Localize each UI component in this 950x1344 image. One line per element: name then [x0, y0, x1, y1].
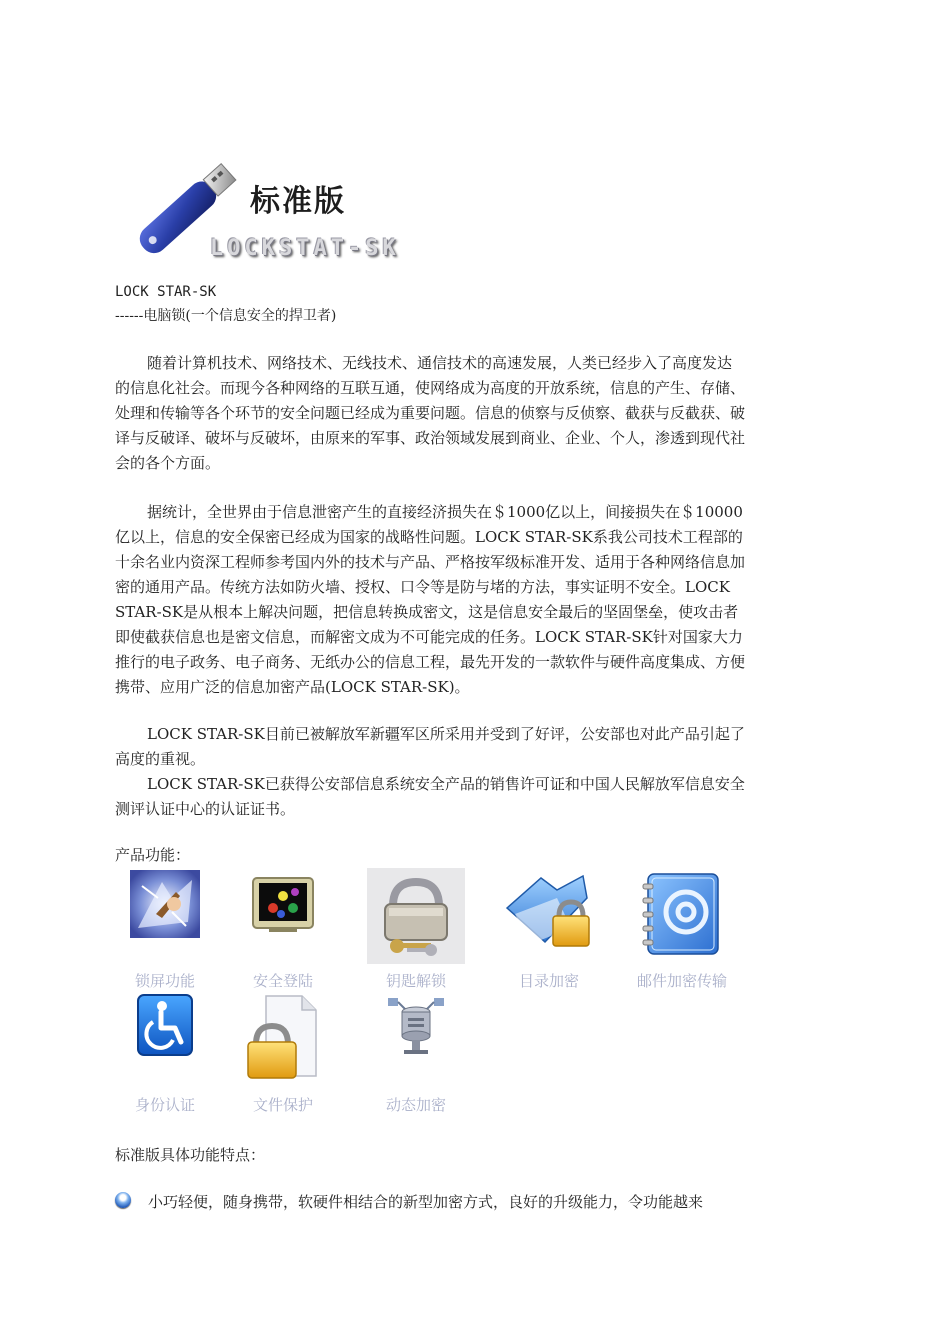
paragraph-text: 随着计算机技术、网络技术、无线技术、通信技术的高速发展，人类已经步入了高度发达的信息化社会。而现今各种网络的互联互通，使网络成为高度的开放系统，信息的产生、存储、处理和传输等各个环节的安全问题已经成为重要问题。信息的侦察与反侦察、截获与反截获、破译与反破译、破坏与反破坏，由原来的军事、政治领域发展到商业、企业、个人，渗透到现代社会的各个方面。 [115, 354, 746, 472]
features-heading: 产品功能： [115, 846, 191, 864]
banner-title: 标准版 [250, 184, 346, 219]
feature-label: 身份认证 [134, 1096, 195, 1114]
accessibility-icon [135, 992, 195, 1060]
feature-directory-encryption [489, 868, 609, 990]
server-icon [384, 992, 448, 1058]
feature-key-unlock [356, 868, 476, 990]
feature-screen-lock [105, 868, 225, 990]
feature-label: 锁屏功能 [134, 972, 195, 990]
product-name: LOCK STAR-SK [115, 284, 217, 300]
intro-paragraph-3 [115, 722, 745, 822]
banner-subtitle: LOCKSTAT-SK [210, 236, 400, 261]
product-tagline: ------电脑锁(一个信息安全的捍卫者) [115, 308, 337, 324]
bullet-text: 小巧轻便，随身携带，软硬件相结合的新型加密方式，良好的升级能力，令功能越来 [148, 1193, 704, 1211]
feature-label: 邮件加密传输 [636, 972, 727, 990]
feature-file-protection [223, 992, 343, 1114]
feature-mail-encryption [622, 868, 742, 990]
paragraph-text: 据统计，全世界由于信息泄密产生的直接经济损失在＄1000亿以上，间接损失在＄10000亿以上，信息的安全保密已经成为国家的战略性问题。LOCK STAR-SK系我公司技术工程部的十余名业内资深工程师参考国内外的技术与产品、严格按军级标准开发、适用于各种网络信息加密的通用产品。传统方法如防火墙、授权、口令等是防与堵的方法，事实证明不安全。LOCK STAR-SK是从根本上解决问题，把信息转换成密文，这是信息安全最后的坚固堡垒，使攻击者即使截获信息也是密文信息，而解密文成为不可能完成的任务。LOCK STAR-SK针对国家大力推行的电子政务、电子商务、无纸办公的信息工程，最先开发的一款软件与硬件高度集成、方便携带、应用广泛的信息加密产品(LOCK STAR-SK)。 [115, 503, 746, 696]
file-lock-icon [244, 992, 322, 1082]
mail-book-icon [638, 868, 726, 960]
feature-label: 文件保护 [252, 1096, 313, 1114]
feature-dynamic-encryption [356, 992, 476, 1114]
padlock-keys-icon [367, 868, 465, 964]
feature-label: 安全登陆 [252, 972, 313, 990]
feature-identity-authentication [105, 992, 225, 1114]
feature-label: 钥匙解锁 [385, 972, 446, 990]
paragraph-text: LOCK STAR-SK已获得公安部信息系统安全产品的销售许可证和中国人民解放军信息安全测评认证中心的认证证书。 [115, 775, 745, 818]
feature-label: 动态加密 [385, 1096, 446, 1114]
monitor-icon [251, 868, 315, 934]
feature-label: 目录加密 [518, 972, 579, 990]
paragraph-text: LOCK STAR-SK目前已被解放军新疆军区所采用并受到了好评，公安部也对此产品引起了高度的重视。 [115, 725, 745, 768]
intro-paragraph-2 [115, 500, 745, 700]
feature-secure-login [223, 868, 343, 990]
bullet-icon [115, 1192, 131, 1208]
screen-lock-icon [128, 868, 202, 940]
standard-features-heading: 标准版具体功能特点： [115, 1146, 266, 1164]
folder-lock-icon [501, 868, 597, 958]
intro-paragraph-1 [115, 351, 745, 476]
